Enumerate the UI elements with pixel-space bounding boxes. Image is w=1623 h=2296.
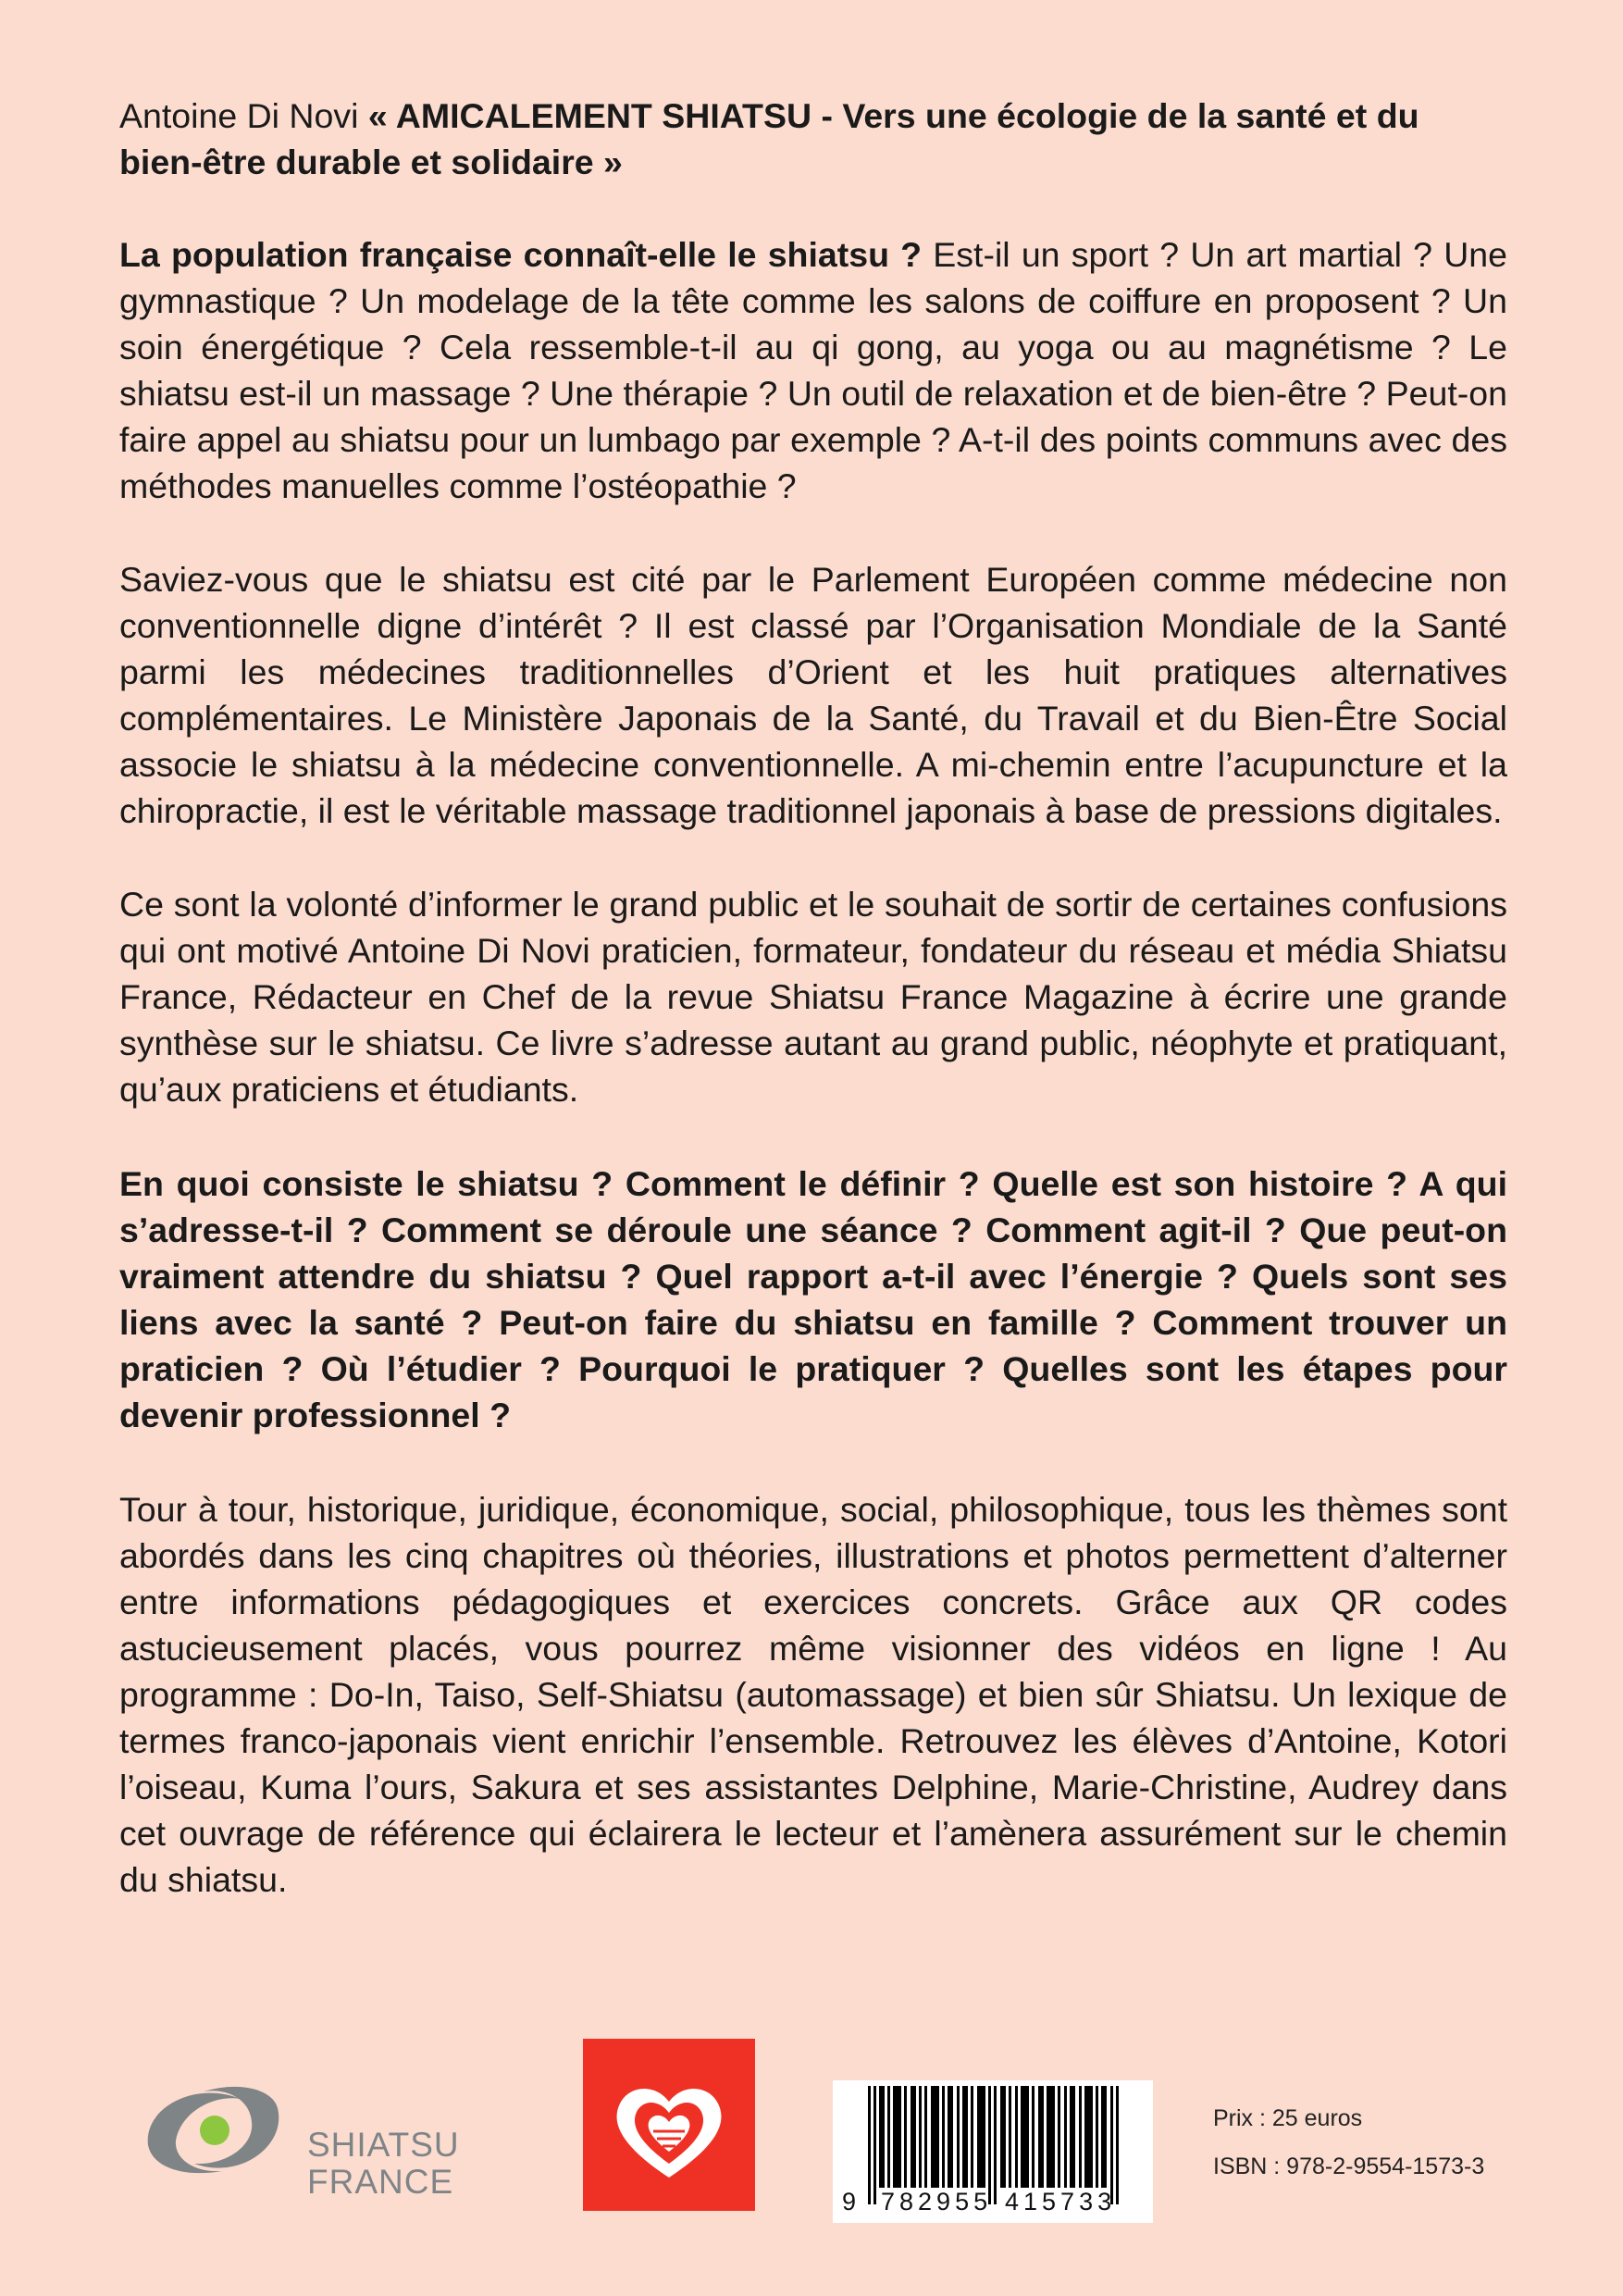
logo-wordmark [307, 2127, 460, 2201]
heart-icon [583, 2039, 755, 2211]
price-label: Prix : 25 euros [1213, 2105, 1363, 2131]
logo-line-france: FRANCE [307, 2163, 454, 2201]
paragraph-recognition: Saviez-vous que le shiatsu est cité par le Parlement Européen comme médecine non conventionnelle digne d’intérêt ? Il est classé par l’Organisation Mondiale de la Santé parmi les médecines traditionnelles d’Orient et les huit pratiques alternatives complémentaires. Le Ministère Japonais de la Santé, du Travail et du Bien-Être Social associe le shiatsu à la médecine conventionnelle. A mi-chemin entre l’acupuncture et la chiropractie, il est le véritable massage traditionnel japonais à base de pressions digitales. [119, 560, 1507, 830]
paragraph-questions [119, 1160, 1507, 1438]
book-meta [1213, 2094, 1484, 2191]
logo-line-shiatsu: SHIATSU [307, 2126, 460, 2164]
isbn-barcode [833, 2080, 1153, 2223]
cover-footer [0, 2036, 1623, 2221]
intro-lead: La population française connaît-elle le shiatsu ? [119, 235, 923, 274]
barcode-group-1: 782955 [881, 2188, 993, 2215]
isbn-label: ISBN : 978-2-9554-1573-3 [1213, 2153, 1485, 2179]
paragraph-author-motivation: Ce sont la volonté d’informer le grand public et le souhait de sortir de certaines confusions qui ont motivé Antoine Di Novi praticien, formateur, fondateur du réseau et média Shiatsu France, Rédacteur en Chef de la revue Shiatsu France Magazine à écrire une grande synthèse sur le shiatsu. Ce livre s’adresse autant au grand public, néophyte et pratiquant, qu’aux praticiens et étudiants. [119, 885, 1507, 1109]
paragraph-contents: Tour à tour, historique, juridique, économique, social, philosophique, tous les thèmes sont abordés dans les cinq chapitres où théories, illustrations et photos permettent d’alterner entre informations pédagogiques et exercices concrets. Grâce aux QR codes astucieusement placés, vous pourrez même visionner des vidéos en ligne ! Au programme : Do-In, Taiso, Self-Shiatsu (automassage) et bien sûr Shiatsu. Un lexique de termes franco-japonais vient enrichir l’ensemble. Retrouvez les élèves d’Antoine, Kotori l’oiseau, Kuma l’ours, Sakura et ses assistantes Delphine, Marie-Christine, Audrey dans cet ouvrage de référence qui éclairera le lecteur et l’amènera assurément sur le chemin du shiatsu. [119, 1490, 1507, 1899]
publisher-heart-logo [583, 2039, 755, 2211]
intro-paragraph [119, 231, 1507, 509]
questions-text: En quoi consiste le shiatsu ? Comment le définir ? Quelle est son histoire ? A qui s’adresse-t-il ? Comment se déroule une séance ? Comment agit-il ? Que peut-on vraiment attendre du shiatsu ? Quel rapport a-t-il avec l’énergie ? Quels sont ses liens avec la santé ? Peut-on faire du shiatsu en famille ? Comment trouver un praticien ? Où l’étudier ? Pourquoi le pratiquer ? Quelles sont les étapes pour devenir professionnel ? [119, 1164, 1507, 1434]
author-name: Antoine Di Novi [119, 96, 359, 135]
barcode-first-digit: 9 [842, 2188, 857, 2215]
barcode-number [833, 2188, 1153, 2215]
book-heading [119, 93, 1507, 185]
barcode-group-2: 415733 [1005, 2188, 1117, 2215]
book-title: « AMICALEMENT SHIATSU - Vers une écologie de la santé et du bien-être durable et solidaire » [119, 96, 1419, 181]
intro-text: Est-il un sport ? Un art martial ? Une gymnastique ? Un modelage de la tête comme les salons de coiffure en proposent ? Un soin énergétique ? Cela ressemble-t-il au qi gong, au yoga ou au magnétisme ? Le shiatsu est-il un massage ? Une thérapie ? Un outil de relaxation et de bien-être ? Peut-on faire appel au shiatsu pour un lumbago par exemple ? A-t-il des points communs avec des méthodes manuelles comme l’ostéopathie ? [119, 235, 1507, 505]
back-cover-text [119, 93, 1507, 1950]
shiatsu-france-logo [139, 2071, 490, 2201]
